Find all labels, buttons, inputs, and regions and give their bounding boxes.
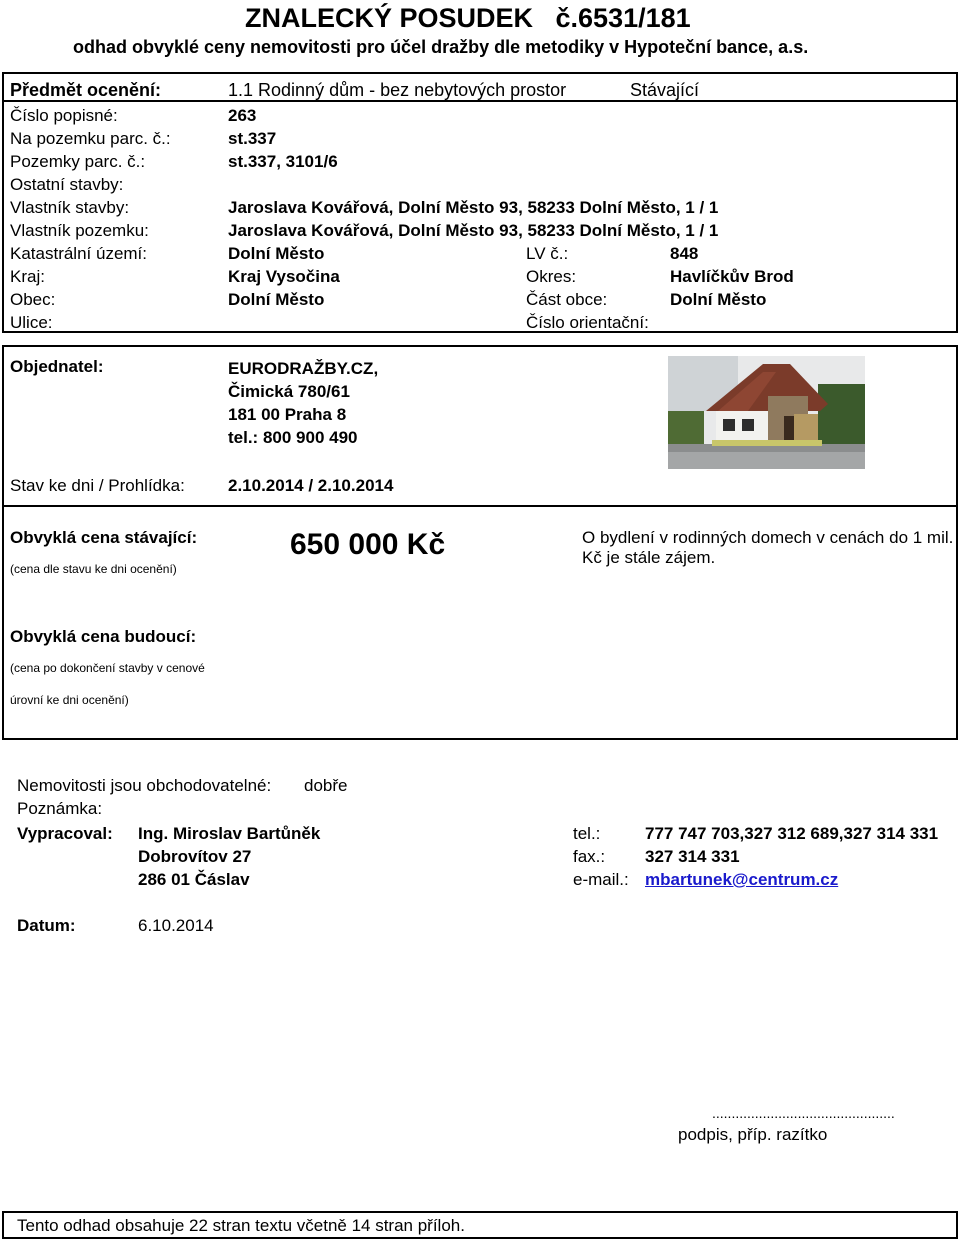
okres-label: Okres: xyxy=(526,267,577,286)
cast-obce-value: Dolní Město xyxy=(670,290,767,309)
future-price-note-2: úrovní ke dni ocenění) xyxy=(10,693,129,707)
na-pozemku-value: st.337 xyxy=(228,129,277,148)
future-price-note-1: (cena po dokončení stavby v cenové xyxy=(10,661,205,675)
signature-label: podpis, příp. razítko xyxy=(678,1125,828,1144)
author-label: Vypracoval: xyxy=(17,824,113,843)
author-street: Dobrovítov 27 xyxy=(138,847,252,866)
stav-value: 2.10.2014 / 2.10.2014 xyxy=(228,476,394,495)
price-divider xyxy=(2,505,958,507)
email-link[interactable]: mbartunek@centrum.cz xyxy=(645,870,839,889)
marketability-label: Nemovitosti jsou obchodovatelné: xyxy=(17,776,272,795)
date-label: Datum: xyxy=(17,916,76,935)
footer-text: Tento odhad obsahuje 22 stran textu včetně 14 stran příloh. xyxy=(17,1216,465,1235)
author-name: Ing. Miroslav Bartůněk xyxy=(138,824,321,843)
lv-label: LV č.: xyxy=(526,244,569,263)
obec-value: Dolní Město xyxy=(228,290,325,309)
price-comment-line-1: O bydlení v rodinných domech v cenách do 1 mil. xyxy=(582,528,954,547)
cislo-popisne-value: 263 xyxy=(228,106,257,125)
subject-value: 1.1 Rodinný dům - bez nebytových prostor xyxy=(228,80,567,100)
document-title: ZNALECKÝ POSUDEK č.6531/181 xyxy=(245,3,691,33)
vlastnik-stavby-label: Vlastník stavby: xyxy=(10,198,130,217)
stav-label: Stav ke dni / Prohlídka: xyxy=(10,476,185,495)
katastralni-value: Dolní Město xyxy=(228,244,325,263)
cislo-popisne-label: Číslo popisné: xyxy=(10,106,118,125)
fax-label: fax.: xyxy=(573,847,606,866)
cislo-orientacni-label: Číslo orientační: xyxy=(526,313,649,332)
cast-obce-label: Část obce: xyxy=(526,290,608,309)
objednatel-line-1: EURODRAŽBY.CZ, xyxy=(228,359,379,378)
date-value: 6.10.2014 xyxy=(138,916,214,935)
okres-value: Havlíčkův Brod xyxy=(670,267,794,286)
ulice-label: Ulice: xyxy=(10,313,53,332)
subject-status: Stávající xyxy=(630,80,700,100)
current-price-value: 650 000 Kč xyxy=(290,528,446,561)
obec-label: Obec: xyxy=(10,290,56,309)
current-price-label: Obvyklá cena stávající: xyxy=(10,528,198,547)
objednatel-label: Objednatel: xyxy=(10,357,104,376)
vlastnik-pozemku-label: Vlastník pozemku: xyxy=(10,221,149,240)
tel-value: 777 747 703,327 312 689,327 314 331 xyxy=(645,824,939,843)
katastralni-label: Katastrální území: xyxy=(10,244,148,263)
lv-value: 848 xyxy=(670,244,699,263)
author-city: 286 01 Čáslav xyxy=(138,870,250,889)
vlastnik-stavby-value: Jaroslava Kovářová, Dolní Město 93, 58233 Dolní Město, 1 / 1 xyxy=(228,198,719,217)
tel-label: tel.: xyxy=(573,824,601,843)
marketability-value: dobře xyxy=(304,776,348,795)
price-comment-line-2: Kč je stále zájem. xyxy=(582,548,716,567)
signature-dots: ............................................... xyxy=(712,1105,895,1121)
property-photo xyxy=(668,356,865,469)
note-label: Poznámka: xyxy=(17,799,103,818)
document-subtitle: odhad obvyklé ceny nemovitosti pro účel dražby dle metodiky v Hypoteční bance, a.s. xyxy=(73,37,809,57)
fax-value: 327 314 331 xyxy=(645,847,740,866)
vlastnik-pozemku-value: Jaroslava Kovářová, Dolní Město 93, 58233 Dolní Město, 1 / 1 xyxy=(228,221,719,240)
pozemky-value: st.337, 3101/6 xyxy=(228,152,338,171)
objednatel-line-3: 181 00 Praha 8 xyxy=(228,405,347,424)
kraj-label: Kraj: xyxy=(10,267,45,286)
objednatel-line-2: Čimická 780/61 xyxy=(228,382,350,401)
ostatni-stavby-label: Ostatní stavby: xyxy=(10,175,124,194)
current-price-note: (cena dle stavu ke dni ocenění) xyxy=(10,562,177,576)
subject-label: Předmět ocenění: xyxy=(10,80,162,100)
email-label: e-mail.: xyxy=(573,870,629,889)
objednatel-line-4: tel.: 800 900 490 xyxy=(228,428,358,447)
kraj-value: Kraj Vysočina xyxy=(228,267,340,286)
future-price-label: Obvyklá cena budoucí: xyxy=(10,627,197,646)
na-pozemku-label: Na pozemku parc. č.: xyxy=(10,129,171,148)
pozemky-label: Pozemky parc. č.: xyxy=(10,152,146,171)
